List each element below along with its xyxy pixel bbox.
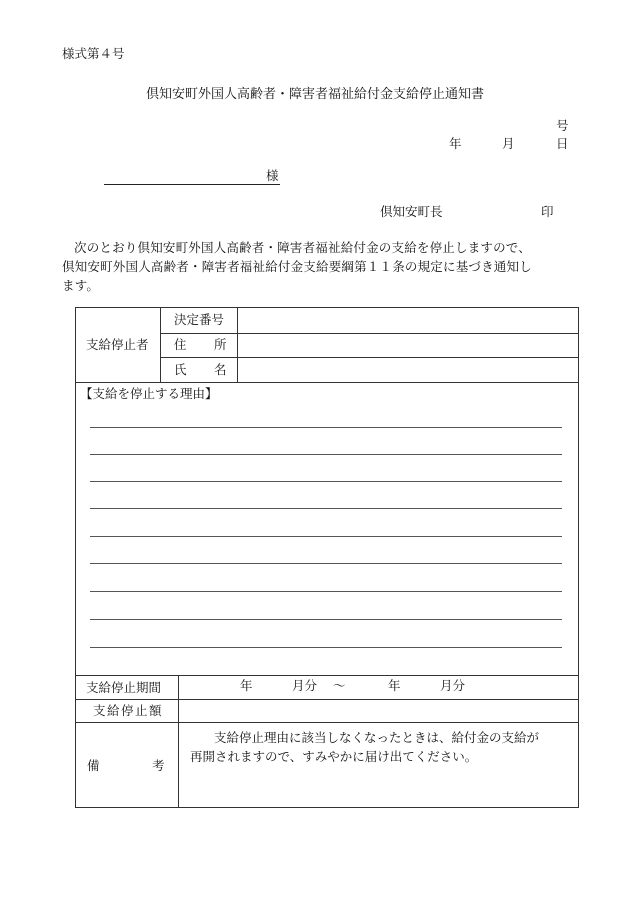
- table-border: [75, 307, 579, 308]
- date-year-label: 年: [449, 136, 462, 151]
- address-label-a: 住: [174, 337, 187, 352]
- name-label-a: 氏: [174, 362, 187, 377]
- addressee-honorific: 様: [266, 168, 279, 183]
- reason-writing-line: [90, 619, 562, 620]
- period-month-end: 月分: [440, 678, 466, 693]
- notice-body-line: 倶知安町外国人高齢者・障害者福祉給付金支給要綱第１１条の規定に基づき通知し: [62, 259, 532, 274]
- notice-body-line: ます。: [62, 278, 100, 293]
- table-divider: [75, 382, 579, 383]
- notice-body: [62, 238, 582, 295]
- notice-body-line: 次のとおり倶知安町外国人高齢者・障害者福祉給付金の支給を停止しますので、: [74, 240, 531, 255]
- table-divider: [75, 722, 579, 723]
- reason-writing-line: [90, 427, 562, 428]
- reason-writing-line: [90, 563, 562, 564]
- remarks-label-a: 備: [87, 758, 100, 773]
- form-number: 様式第４号: [62, 46, 125, 61]
- period-year-start: 年: [240, 678, 253, 693]
- table-divider: [237, 307, 238, 383]
- table-divider: [160, 333, 578, 334]
- reason-writing-line: [90, 591, 562, 592]
- reason-writing-line: [90, 454, 562, 455]
- reason-writing-line: [90, 536, 562, 537]
- seal-mark: 印: [541, 204, 554, 219]
- document-number-label: 号: [556, 118, 569, 133]
- remarks-note-line: 再開されますので、すみやかに届け出てください。: [190, 749, 478, 764]
- name-label-b: 名: [214, 362, 227, 377]
- table-divider: [160, 357, 578, 358]
- remarks-note-line: 支給停止理由に該当しなくなったときは、給付金の支給が: [214, 730, 540, 745]
- reason-header: 【支給を停止する理由】: [80, 386, 218, 401]
- table-divider: [160, 307, 161, 383]
- period-month-start: 月分: [292, 678, 318, 693]
- table-divider: [75, 699, 579, 700]
- issuer-name: 倶知安町長: [380, 204, 443, 219]
- table-divider: [75, 675, 579, 676]
- amount-label: 支給停止額: [93, 703, 164, 718]
- period-tilde: ～: [333, 678, 346, 693]
- table-border: [75, 807, 579, 808]
- reason-writing-line: [90, 647, 562, 648]
- reason-writing-line: [90, 508, 562, 509]
- date-month-label: 月: [502, 136, 515, 151]
- document-title: 倶知安町外国人高齢者・障害者福祉給付金支給停止通知書: [145, 87, 484, 102]
- period-year-end: 年: [388, 678, 401, 693]
- decision-number-label: 決定番号: [174, 312, 225, 327]
- period-label: 支給停止期間: [86, 680, 162, 695]
- date-day-label: 日: [556, 136, 569, 151]
- remarks-note: [190, 728, 570, 766]
- reason-writing-line: [90, 481, 562, 482]
- remarks-label-b: 考: [152, 758, 165, 773]
- address-label-b: 所: [214, 337, 227, 352]
- table-divider: [178, 675, 179, 807]
- addressee-underline: [104, 184, 280, 185]
- stopped-person-label: 支給停止者: [86, 337, 149, 352]
